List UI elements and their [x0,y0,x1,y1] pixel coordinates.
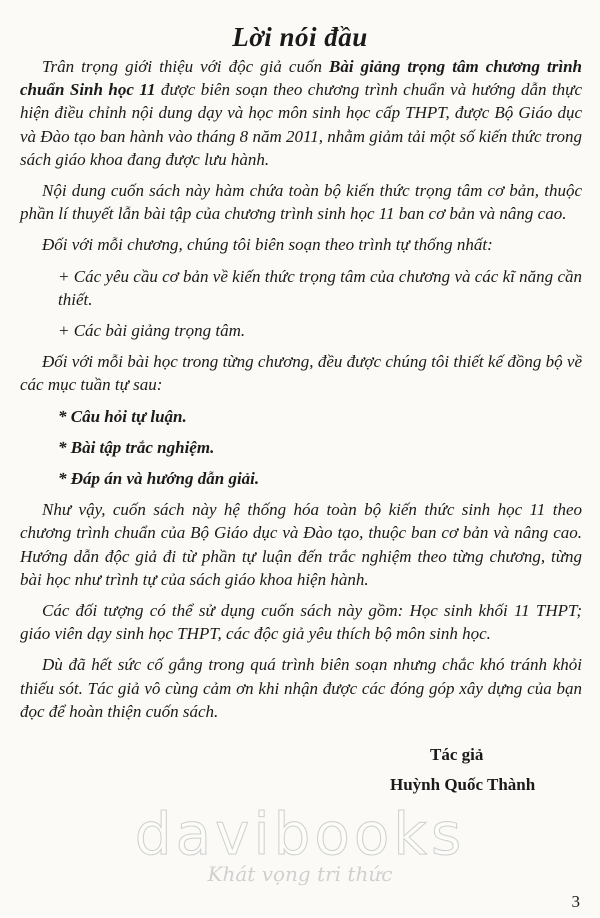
star-item: * Bài tập trắc nghiệm. [58,437,215,457]
page-number: 3 [571,892,580,911]
preface-body [20,55,582,731]
signature-role: Tác giả [430,745,484,764]
bullet-item: + Các bài giảng trọng tâm. [58,321,246,341]
paragraph-summary: Như vậy, cuốn sách này hệ thống hóa toàn bộ kiến thức sinh học 11 theo chương trình chuẩn của Bộ Giáo dục và Đào tạo, thuộc ban cơ bản và nâng cao. Hướng dẫn độc giả đi từ phần tự luận đến trắc nghiệm theo từng chương, từng bài học như trình tự của sách giáo khoa hiện hành. [20,500,582,589]
paragraph-chapter-structure: Đối với mỗi chương, chúng tôi biên soạn theo trình tự thống nhất: [42,235,493,255]
paragraph-lesson-structure: Đối với mỗi bài học trong từng chương, đều được chúng tôi thiết kế đồng bộ về các mục tuần tự sau: [20,352,582,395]
paragraph-intro [20,55,582,171]
bullet-item: + Các yêu cầu cơ bản về kiến thức trọng tâm của chương và các kĩ năng cần thiết. [58,266,582,309]
paragraph-content: Nội dung cuốn sách này hàm chứa toàn bộ kiến thức trọng tâm cơ bản, thuộc phần lí thuyết lẫn bài tập của chương trình sinh học 11 ban cơ bản và nâng cao. [20,181,582,224]
book-title-bold: Bài giảng trọng tâm chương trình chuẩn Sinh học 11 [20,57,583,100]
signature-block [390,740,535,800]
paragraph-thanks: Dù đã hết sức cố gắng trong quá trình biên soạn nhưng chắc khó tránh khỏi thiếu sót. Tác giả vô cùng cảm ơn khi nhận được các đóng góp xây dựng của bạn đọc để hoàn thiện cuốn sách. [20,655,582,721]
paragraph-audience: Các đối tượng có thể sử dụng cuốn sách này gồm: Học sinh khối 11 THPT; giáo viên dạy sinh học THPT, các độc giả yêu thích bộ môn sinh học. [20,601,582,644]
intro-text-start: Trân trọng giới thiệu với độc giả cuốn [42,57,330,76]
page-title: Lời nói đầu [232,22,368,52]
signature-name: Huỳnh Quốc Thành [390,775,536,794]
watermark-slogan: Khát vọng tri thức [207,862,393,886]
star-item: * Đáp án và hướng dẫn giải. [58,469,260,489]
watermark-brand: davibooks [134,800,466,868]
intro-text-end: được biên soạn theo chương trình chuẩn và hướng dẫn thực hiện điều chỉnh nội dung dạy và học môn sinh học cấp THPT, được Bộ Giáo dục và Đào tạo ban hành vào tháng 8 năm 2011, nhằm giảm tải một số kiến thức trong sách giáo khoa đang được lưu hành. [20,80,582,169]
star-item: * Câu hỏi tự luận. [58,406,187,426]
